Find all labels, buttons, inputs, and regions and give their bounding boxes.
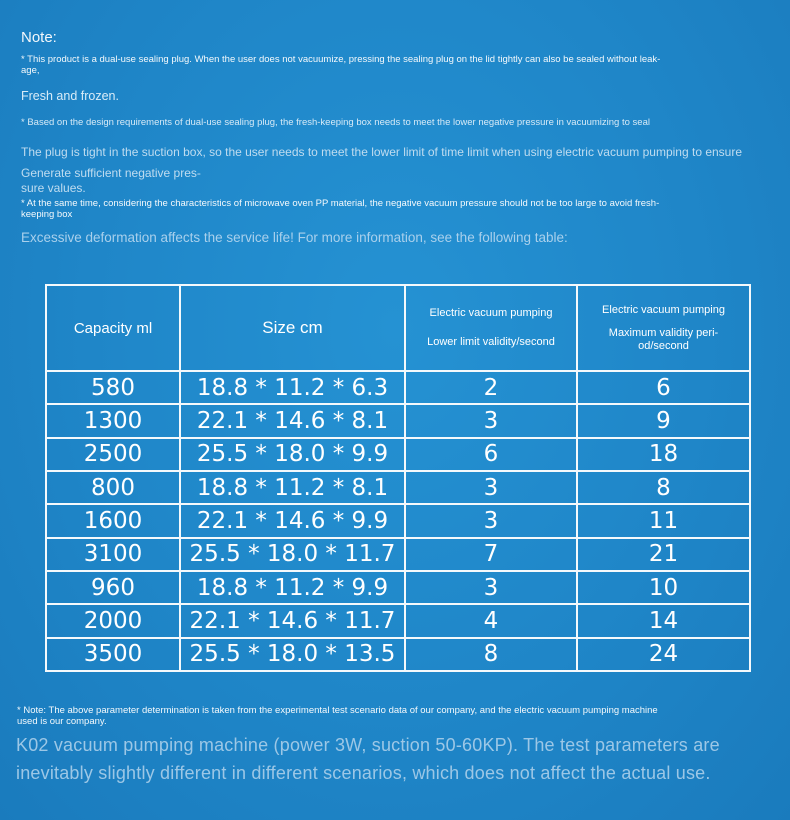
cell-lower: 3	[405, 471, 577, 504]
cell-size: 25.5 * 18.0 * 13.5	[180, 638, 405, 671]
cell-size: 22.1 * 14.6 * 11.7	[180, 604, 405, 637]
header-size: Size cm	[180, 285, 405, 371]
cell-capacity: 2500	[46, 438, 180, 471]
cell-lower: 3	[405, 404, 577, 437]
footer-note-line2: used is our company.	[17, 716, 107, 727]
cell-lower: 6	[405, 438, 577, 471]
note-heading: Note:	[21, 29, 57, 46]
cell-size: 25.5 * 18.0 * 9.9	[180, 438, 405, 471]
cell-max: 18	[577, 438, 750, 471]
note-line-4: The plug is tight in the suction box, so the user needs to meet the lower limit of time limit when using electric vacuum pumping to ensure	[21, 145, 743, 159]
note-line-5	[21, 166, 201, 196]
cell-lower: 2	[405, 371, 577, 404]
table-row	[46, 638, 750, 671]
cell-max: 8	[577, 471, 750, 504]
note-line-3: * Based on the design requirements of dual-use sealing plug, the fresh-keeping box needs to meet the lower negative pressure in vacuumizing to seal	[21, 117, 650, 128]
note-line-1-text: * This product is a dual-use sealing plug. When the user does not vacuumize, pressing the sealing plug on the lid tightly can also be sealed without leak-	[21, 54, 661, 65]
cell-size: 18.8 * 11.2 * 6.3	[180, 371, 405, 404]
cell-size: 18.8 * 11.2 * 8.1	[180, 471, 405, 504]
cell-max: 11	[577, 504, 750, 537]
table-header-row	[46, 285, 750, 371]
table-row	[46, 571, 750, 604]
cell-capacity: 1300	[46, 404, 180, 437]
table-row	[46, 404, 750, 437]
cell-size: 18.8 * 11.2 * 9.9	[180, 571, 405, 604]
cell-lower: 3	[405, 504, 577, 537]
cell-capacity: 1600	[46, 504, 180, 537]
header-lower-limit	[405, 285, 577, 371]
cell-lower: 4	[405, 604, 577, 637]
note-line-6	[21, 198, 766, 220]
cell-max: 9	[577, 404, 750, 437]
cell-lower: 7	[405, 538, 577, 571]
note-line-6-text: * At the same time, considering the characteristics of microwave oven PP material, the negative vacuum pressure should not be too large to avoid fresh-	[21, 198, 660, 209]
header-lower-line2: Lower limit validity/second	[427, 336, 555, 348]
table-row	[46, 504, 750, 537]
note-line-6-cont: keeping box	[21, 209, 73, 220]
cell-max: 14	[577, 604, 750, 637]
cell-size: 22.1 * 14.6 * 8.1	[180, 404, 405, 437]
footer-scenario-line: inevitably slightly different in different scenarios, which does not affect the actual use.	[16, 763, 711, 783]
cell-size: 22.1 * 14.6 * 9.9	[180, 504, 405, 537]
cell-capacity: 580	[46, 371, 180, 404]
table-row	[46, 538, 750, 571]
footer-machine-line: K02 vacuum pumping machine (power 3W, suction 50-60KP). The test parameters are	[16, 735, 720, 755]
note-line-5a: Generate sufficient negative pres-	[21, 166, 201, 180]
header-max-line1: Electric vacuum pumping	[602, 303, 725, 316]
cell-capacity: 800	[46, 471, 180, 504]
cell-max: 21	[577, 538, 750, 571]
note-line-1	[21, 54, 761, 76]
cell-max: 6	[577, 371, 750, 404]
cell-lower: 3	[405, 571, 577, 604]
table-row	[46, 438, 750, 471]
header-max-validity	[577, 285, 750, 371]
cell-max: 10	[577, 571, 750, 604]
header-lower-line1: Electric vacuum pumping	[429, 307, 553, 319]
cell-capacity: 960	[46, 571, 180, 604]
cell-capacity: 3100	[46, 538, 180, 571]
footer-note-line1: * Note: The above parameter determination is taken from the experimental test scenario data of our company, and the electric vacuum pumping machine	[17, 705, 658, 716]
cell-capacity: 2000	[46, 604, 180, 637]
cell-lower: 8	[405, 638, 577, 671]
header-max-line3: od/second	[638, 339, 689, 352]
note-line-2: Fresh and frozen.	[21, 89, 119, 103]
cell-capacity: 3500	[46, 638, 180, 671]
parameter-table	[45, 284, 751, 672]
note-line-1-cont: age,	[21, 65, 40, 76]
header-capacity: Capacity ml	[46, 285, 180, 371]
table-row	[46, 471, 750, 504]
cell-size: 25.5 * 18.0 * 11.7	[180, 538, 405, 571]
table-row	[46, 371, 750, 404]
header-max-line2: Maximum validity peri-	[608, 326, 719, 339]
note-line-7: Excessive deformation affects the service life! For more information, see the following table:	[21, 230, 568, 245]
note-line-5b: sure values.	[21, 181, 86, 195]
cell-max: 24	[577, 638, 750, 671]
footer-note	[17, 705, 767, 727]
table-row	[46, 604, 750, 637]
